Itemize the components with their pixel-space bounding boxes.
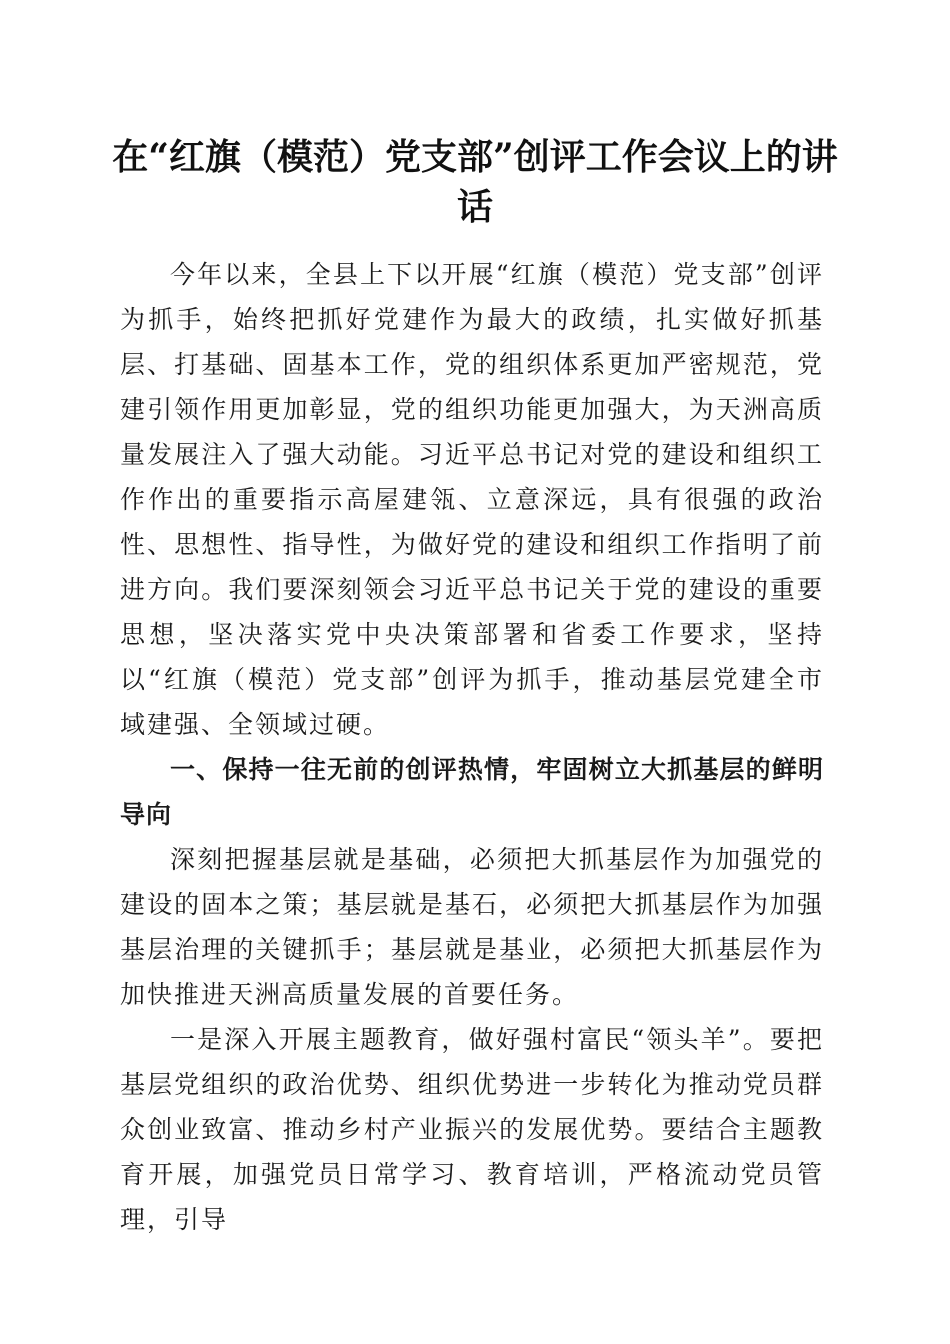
paragraph-intro: 今年以来，全县上下以开展“红旗（模范）党支部”创评为抓手，始终把抓好党建作为最大的政绩，扎实做好抓基层、打基础、固基本工作，党的组织体系更加严密规范，党建引领作用更加彰显，党的组织功能更加强大，为天洲高质量发展注入了强大动能。习近平总书记对党的建设和组织工作作出的重要指示高屋建瓴、立意深远，具有很强的政治性、思想性、指导性，为做好党的建设和组织工作指明了前进方向。我们要深刻领会习近平总书记关于党的建设的重要思想，坚决落实党中央决策部署和省委工作要求，坚持以“红旗（模范）党支部”创评为抓手，推动基层党建全市域建强、全领域过硬。 [120,260,824,739]
document-body [120,252,824,1242]
paragraph-foundation: 深刻把握基层就是基础，必须把大抓基层作为加强党的建设的固本之策；基层就是基石，必须把大抓基层作为加强基层治理的关键抓手；基层就是基业，必须把大抓基层作为加快推进天洲高质量发展的首要任务。 [120,845,824,1009]
paragraph-theme-education: 一是深入开展主题教育，做好强村富民“领头羊”。要把基层党组织的政治优势、组织优势进一步转化为推动党员群众创业致富、推动乡村产业振兴的发展优势。要结合主题教育开展，加强党员日常学习、教育培训，严格流动党员管理，引导 [120,1025,824,1234]
document-title: 在“红旗（模范）党支部”创评工作会议上的讲话 [112,136,838,228]
section-heading-1: 一、保持一往无前的创评热情，牢固树立大抓基层的鲜明导向 [120,755,824,829]
